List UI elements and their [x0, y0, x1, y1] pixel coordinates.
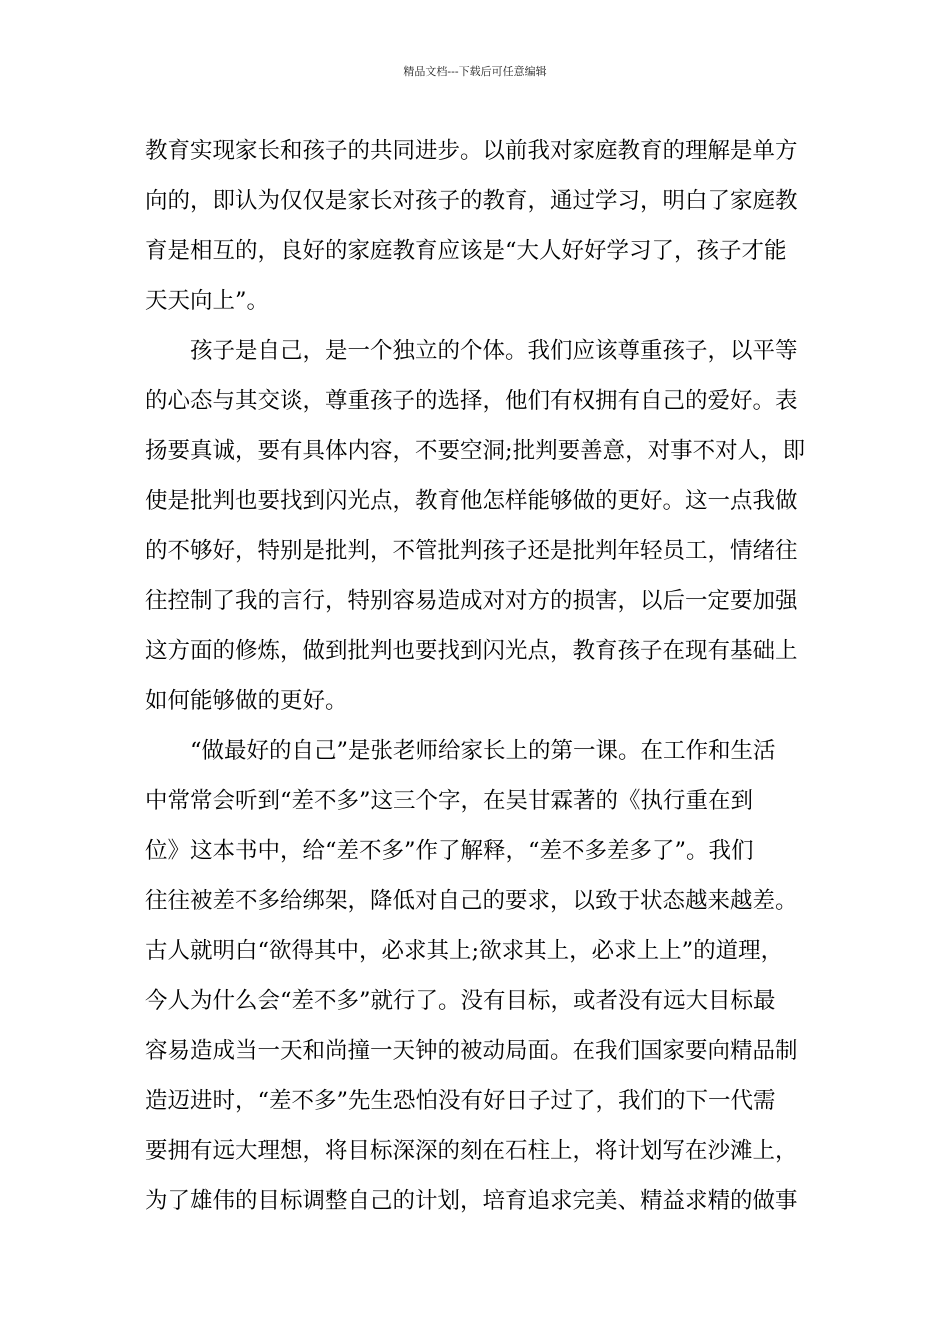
text-line: 育是相互的，良好的家庭教育应该是“大人好好学习了，孩子才能: [145, 238, 787, 264]
text-line: 的不够好，特别是批判，不管批判孩子还是批判年轻员工，情绪往: [145, 538, 798, 564]
paragraph-first-line: 孩子是自己，是一个独立的个体。我们应该尊重孩子，以平等: [190, 338, 798, 364]
text-line: 向的，即认为仅仅是家长对孩子的教育，通过学习，明白了家庭教: [145, 188, 798, 214]
text-line: 位》这本书中，给“差不多”作了解释，“差不多差多了”。我们: [145, 838, 754, 864]
text-line: 今人为什么会“差不多”就行了。没有目标，或者没有远大目标最: [145, 988, 776, 1014]
text-line: 使是批判也要找到闪光点，教育他怎样能够做的更好。这一点我做: [145, 488, 798, 514]
text-line: 天天向上”。: [145, 288, 270, 314]
body-text: [145, 126, 815, 1226]
text-line: 古人就明白“欲得其中，必求其上;欲求其上，必求上上”的道理，: [145, 938, 784, 964]
text-line: 造迈进时，“差不多”先生恐怕没有好日子过了，我们的下一代需: [145, 1088, 776, 1114]
text-line: 扬要真诚，要有具体内容，不要空洞;批判要善意，对事不对人，即: [145, 438, 806, 464]
paragraph-first-line: “做最好的自己”是张老师给家长上的第一课。在工作和生活: [190, 738, 776, 764]
text-line: 这方面的修炼，做到批判也要找到闪光点，教育孩子在现有基础上: [145, 638, 798, 664]
text-line: 容易造成当一天和尚撞一天钟的被动局面。在我们国家要向精品制: [145, 1038, 798, 1064]
text-line: 教育实现家长和孩子的共同进步。以前我对家庭教育的理解是单方: [145, 138, 798, 164]
text-line: 要拥有远大理想，将目标深深的刻在石柱上，将计划写在沙滩上，: [145, 1138, 798, 1164]
text-line: 如何能够做的更好。: [145, 688, 348, 714]
text-line: 往控制了我的言行，特别容易造成对对方的损害，以后一定要加强: [145, 588, 798, 614]
text-line: 中常常会听到“差不多”这三个字，在吴甘霖著的《执行重在到: [145, 788, 754, 814]
text-line: 的心态与其交谈，尊重孩子的选择，他们有权拥有自己的爱好。表: [145, 388, 798, 414]
page-header: 精品文档---下载后可任意编辑: [403, 65, 547, 78]
text-line: 往往被差不多给绑架，降低对自己的要求，以致于状态越来越差。: [145, 888, 798, 914]
text-line: 为了雄伟的目标调整自己的计划，培育追求完美、精益求精的做事: [145, 1188, 798, 1214]
